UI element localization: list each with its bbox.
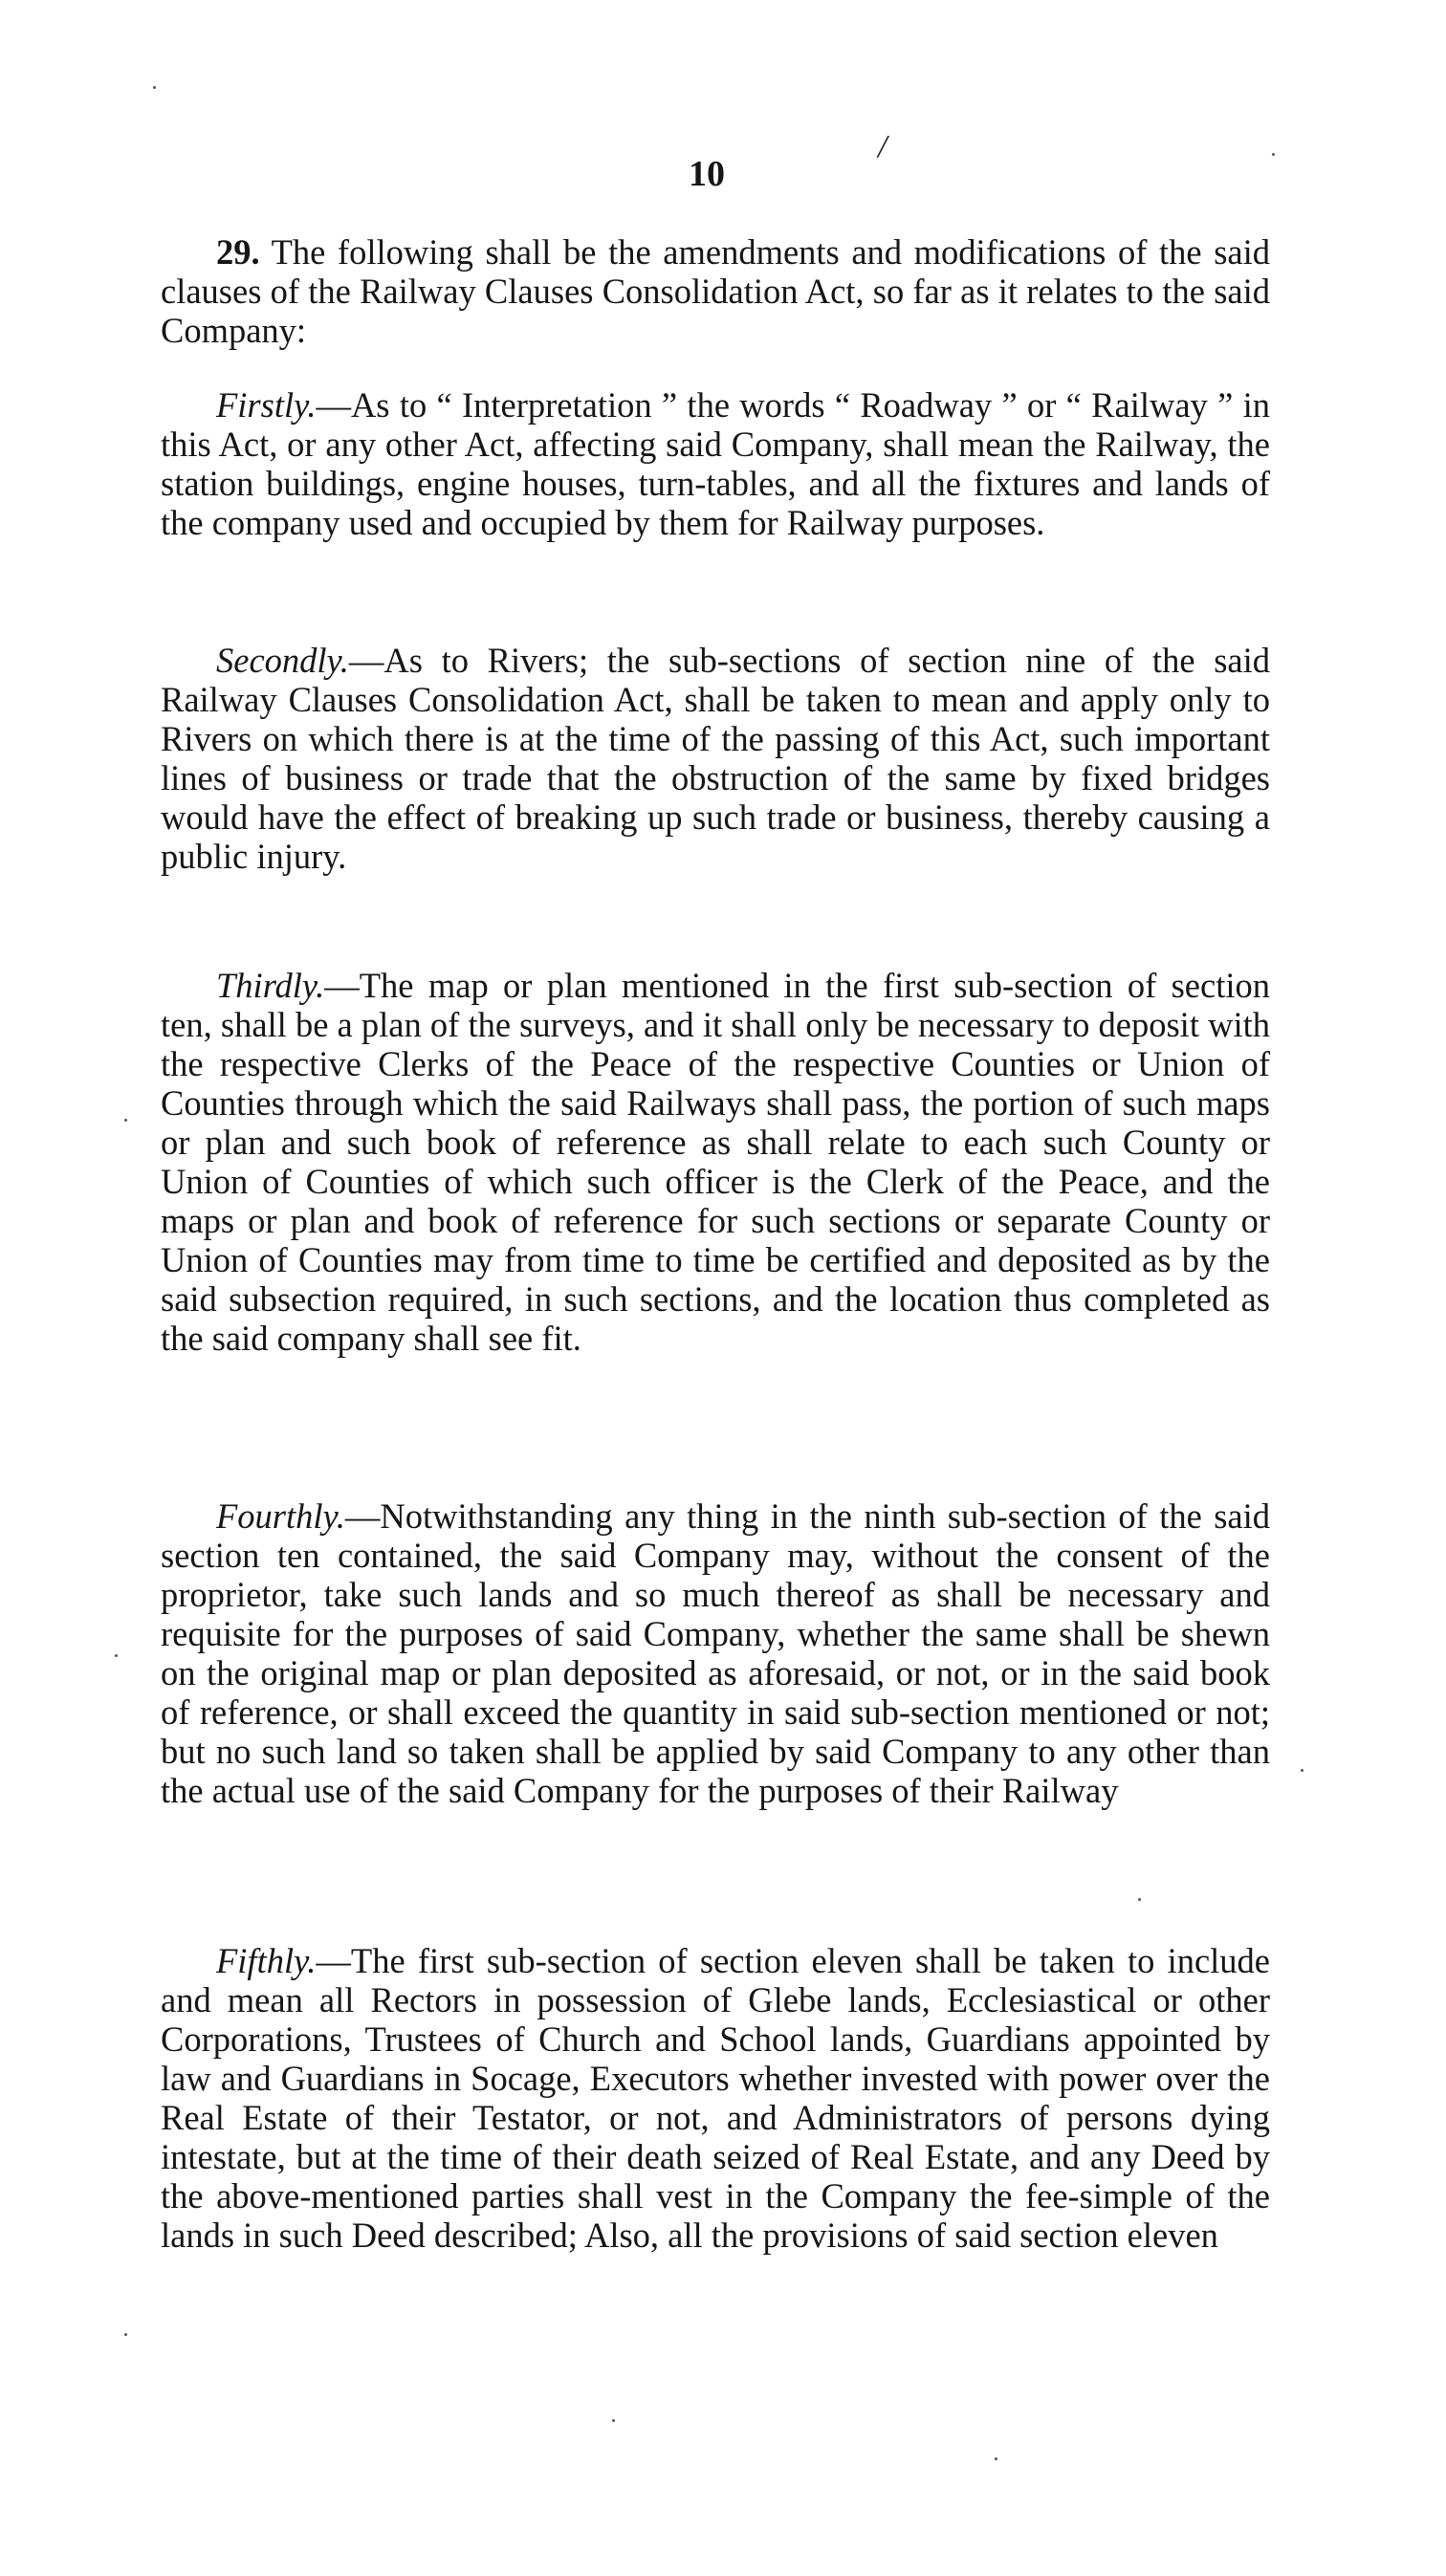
scan-speck (153, 86, 156, 89)
paragraph-text: —The map or plan mentioned in the first sub-section of section ten, shall be a plan of the surveys, and it shall only be necessary to deposit with the respective Clerks of the Peace of the respective Counties or Union of Counties through which the said Railways shall pass, the portion of such maps or plan and such book of reference as shall relate to each such County or Union of Counties of which such officer is the Clerk of the Peace, and the maps or plan and book of reference for such sections or separate County or Union of Counties may from time to time be certified and deposited as by the said subsection required, in such sections, and the location thus completed as the said company shall see fit. (161, 966, 1270, 1358)
paragraph-lead: Fourthly. (216, 1496, 345, 1536)
paragraph-fourthly (161, 1496, 1270, 1810)
scan-speck (124, 2333, 127, 2336)
scan-speck (1272, 153, 1275, 156)
paragraph-fifthly (161, 1941, 1270, 2255)
paragraph-lead: Thirdly. (216, 966, 325, 1005)
paragraph-text: —As to Rivers; the sub-sections of section nine of the said Railway Clauses Consolidation Act, shall be taken to mean and apply only to Rivers on which there is at the time of the passing of this Act, such important lines of business or trade that the obstruction of the same by fixed bridges would have the effect of breaking up such trade or business, thereby causing a public injury. (161, 641, 1270, 876)
paragraph-secondly (161, 641, 1270, 876)
scan-speck (612, 2419, 615, 2422)
scan-speck (1138, 1898, 1141, 1901)
paragraph-lead: Fifthly. (216, 1941, 317, 1980)
intro-paragraph (161, 232, 1270, 350)
paragraph-text: —The first sub-section of section eleven shall be taken to include and mean all Rectors in possession of Glebe lands, Ecclesiastical or other Corporations, Trustees of Church and School lands, Guardians appointed by law and Guardians in Socage, Executors whether invested with power over the Real Estate of their Testator, or not, and Administrators of persons dying intestate, but at the time of their death seized of Real Estate, and any Deed by the above-mentioned parties shall vest in the Company the fee-simple of the lands in such Deed described; Also, all the provisions of said section eleven (161, 1941, 1270, 2255)
scan-speck (1301, 1769, 1304, 1772)
scan-speck (124, 1119, 127, 1122)
page-number: 10 (689, 154, 725, 194)
paragraph-thirdly (161, 966, 1270, 1358)
paragraph-lead: Firstly. (216, 385, 317, 425)
paragraph-text: —As to “ Interpretation ” the words “ Roadway ” or “ Railway ” in this Act, or any other Act, affecting said Company, shall mean the Railway, the station buildings, engine houses, turn-tables, and all the fixtures and lands of the company used and occupied by them for Railway purposes. (161, 385, 1270, 542)
scan-speck (115, 1654, 118, 1657)
stray-mark: / (878, 129, 887, 164)
paragraph-lead: Secondly. (216, 641, 349, 680)
intro-text: The following shall be the amendments and modifications of the said clauses of the Railway Clauses Consolidation Act, so far as it relates to the said Company: (161, 232, 1270, 350)
section-number: 29. (216, 232, 260, 272)
scan-speck (995, 2457, 997, 2460)
paragraph-firstly (161, 385, 1270, 542)
paragraph-text: —Notwithstanding any thing in the ninth sub-section of the said section ten contained, the said Company may, without the consent of the proprietor, take such lands and so much thereof as shall be necessary and requisite for the purposes of said Company, whether the same shall be shewn on the original map or plan deposited as aforesaid, or not, or in the said book of reference, or shall exceed the quantity in said sub-section mentioned or not; but no such land so taken shall be applied by said Company to any other than the actual use of the said Company for the purposes of their Railway (161, 1496, 1270, 1810)
